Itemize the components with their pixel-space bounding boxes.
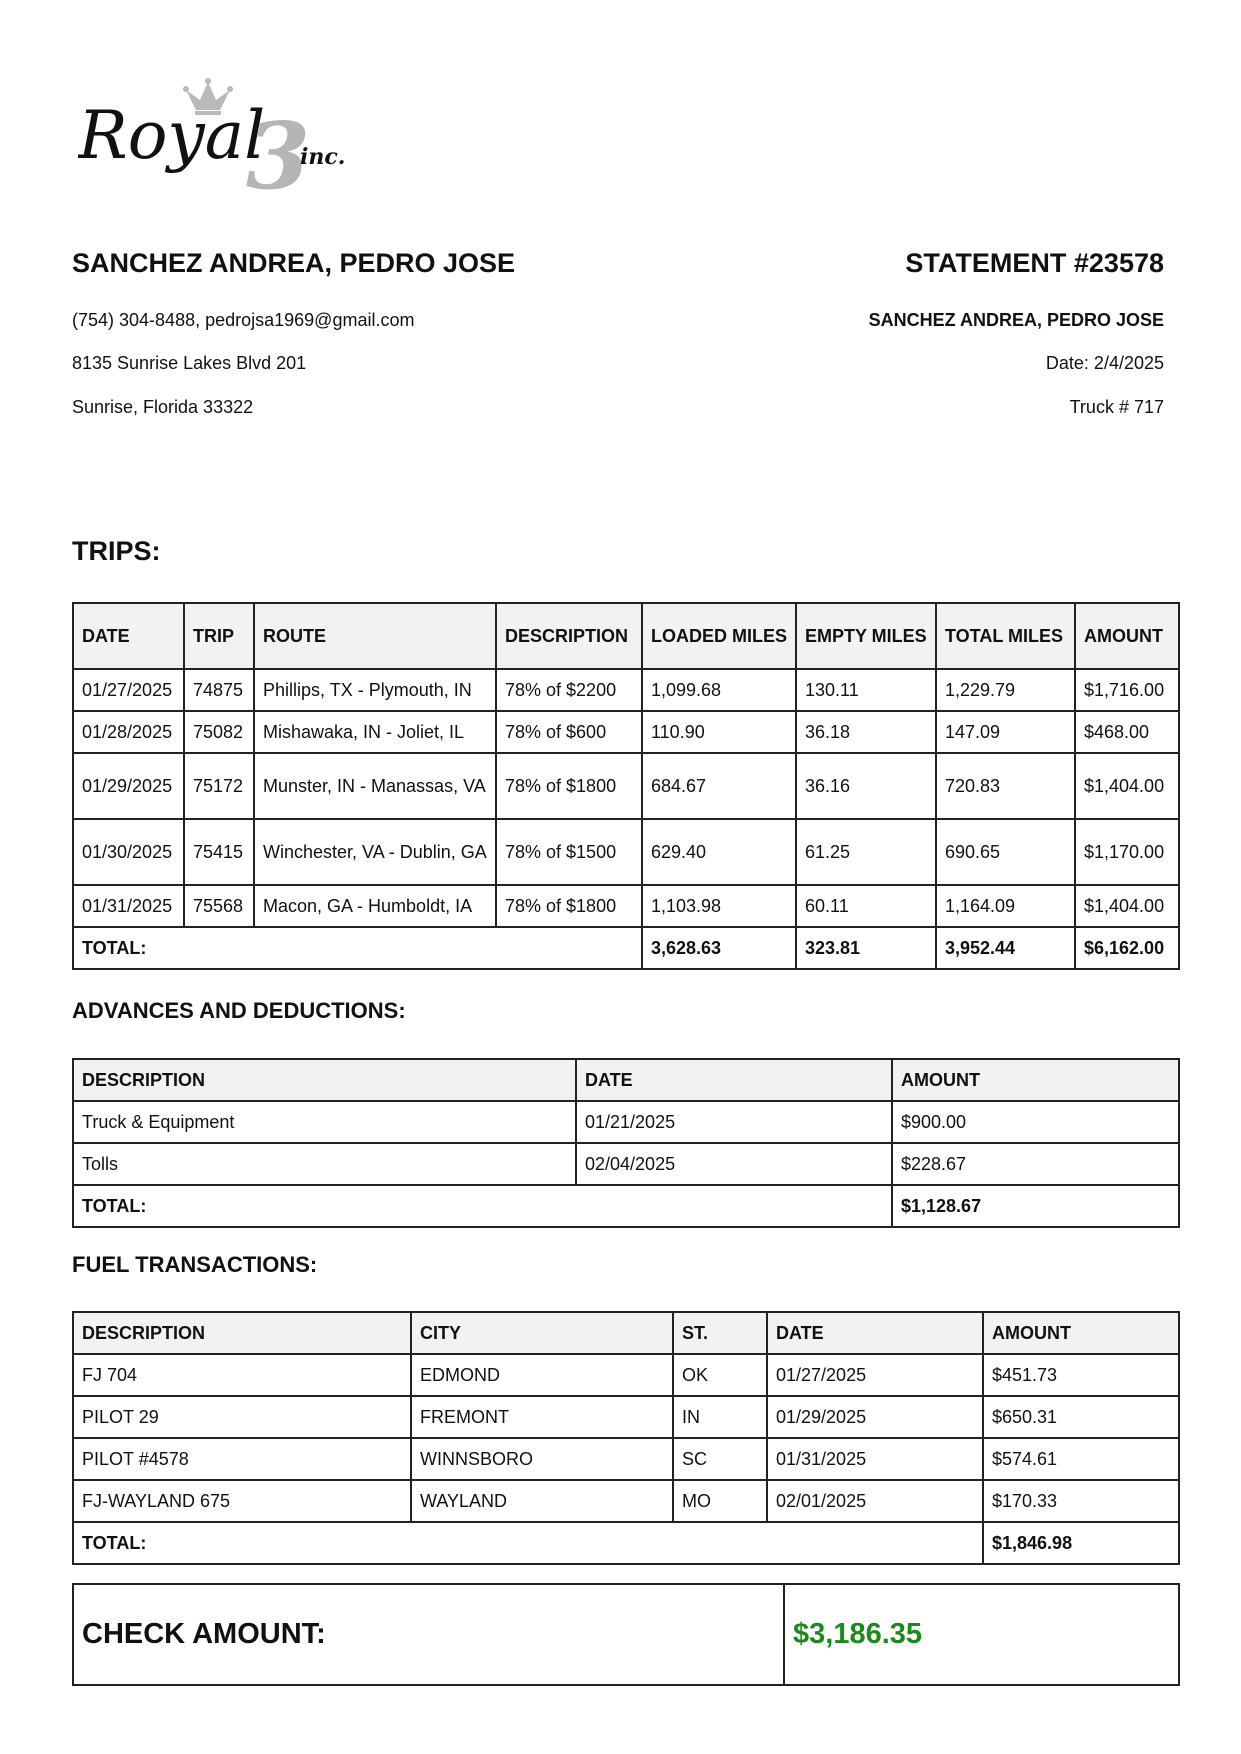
cell-amount: $1,170.00 <box>1075 819 1179 885</box>
royal3-logo-graphic <box>78 78 388 193</box>
trips-table <box>72 602 1180 970</box>
total-empty-miles: 323.81 <box>796 927 936 969</box>
cell-trip: 75568 <box>184 885 254 927</box>
col-header-description: DESCRIPTION <box>73 1059 576 1101</box>
total-label: TOTAL: <box>73 927 642 969</box>
col-header-city: CITY <box>411 1312 673 1354</box>
cell-date: 01/27/2025 <box>767 1354 983 1396</box>
cell-date: 01/29/2025 <box>73 753 184 819</box>
cell-description: FJ 704 <box>73 1354 411 1396</box>
cell-date: 01/28/2025 <box>73 711 184 753</box>
cell-amount: $451.73 <box>983 1354 1179 1396</box>
total-label: TOTAL: <box>73 1522 983 1564</box>
cell-amount: $228.67 <box>892 1143 1179 1185</box>
statement-title: STATEMENT #23578 <box>905 248 1164 278</box>
cell-total-miles: 690.65 <box>936 819 1075 885</box>
cell-state: MO <box>673 1480 767 1522</box>
cell-amount: $170.33 <box>983 1480 1179 1522</box>
cell-loaded-miles: 684.67 <box>642 753 796 819</box>
cell-trip: 75172 <box>184 753 254 819</box>
table-row <box>73 1101 1179 1143</box>
table-row <box>73 753 1179 819</box>
col-header-description: DESCRIPTION <box>496 603 642 669</box>
cell-description: 78% of $600 <box>496 711 642 753</box>
col-header-empty-miles: EMPTY MILES <box>796 603 936 669</box>
cell-city: WAYLAND <box>411 1480 673 1522</box>
col-header-date: DATE <box>767 1312 983 1354</box>
check-amount-label: CHECK AMOUNT: <box>73 1584 784 1685</box>
cell-route: Phillips, TX - Plymouth, IN <box>254 669 496 711</box>
logo-suffix: inc. <box>300 144 346 170</box>
cell-description: 78% of $1800 <box>496 885 642 927</box>
total-amount: $1,128.67 <box>892 1185 1179 1227</box>
col-header-description: DESCRIPTION <box>73 1312 411 1354</box>
cell-date: 02/04/2025 <box>576 1143 892 1185</box>
total-amount: $6,162.00 <box>1075 927 1179 969</box>
total-label: TOTAL: <box>73 1185 892 1227</box>
statement-date: Date: 2/4/2025 <box>1045 353 1164 373</box>
col-header-amount: AMOUNT <box>983 1312 1179 1354</box>
col-header-date: DATE <box>73 603 184 669</box>
cell-description: PILOT #4578 <box>73 1438 411 1480</box>
total-total-miles: 3,952.44 <box>936 927 1075 969</box>
cell-description: Truck & Equipment <box>73 1101 576 1143</box>
col-header-trip: TRIP <box>184 603 254 669</box>
cell-date: 01/30/2025 <box>73 819 184 885</box>
table-row <box>73 711 1179 753</box>
cell-amount: $1,716.00 <box>1075 669 1179 711</box>
table-row <box>73 669 1179 711</box>
col-header-amount: AMOUNT <box>1075 603 1179 669</box>
logo-numeral: 3 <box>246 102 311 193</box>
col-header-loaded-miles: LOADED MILES <box>642 603 796 669</box>
cell-amount: $1,404.00 <box>1075 885 1179 927</box>
driver-name-heading: SANCHEZ ANDREA, PEDRO JOSE <box>72 248 516 278</box>
cell-description: 78% of $1500 <box>496 819 642 885</box>
table-row <box>73 819 1179 885</box>
cell-description: PILOT 29 <box>73 1396 411 1438</box>
cell-empty-miles: 61.25 <box>796 819 936 885</box>
company-logo <box>78 78 388 193</box>
col-header-state: ST. <box>673 1312 767 1354</box>
statement-truck: Truck # 717 <box>1069 397 1164 417</box>
trips-total-row <box>73 927 1179 969</box>
table-row <box>73 1396 1179 1438</box>
col-header-amount: AMOUNT <box>892 1059 1179 1101</box>
cell-loaded-miles: 629.40 <box>642 819 796 885</box>
cell-total-miles: 1,164.09 <box>936 885 1075 927</box>
cell-total-miles: 147.09 <box>936 711 1075 753</box>
cell-empty-miles: 36.18 <box>796 711 936 753</box>
cell-date: 02/01/2025 <box>767 1480 983 1522</box>
cell-loaded-miles: 1,103.98 <box>642 885 796 927</box>
cell-date: 01/31/2025 <box>767 1438 983 1480</box>
cell-total-miles: 1,229.79 <box>936 669 1075 711</box>
cell-city: EDMOND <box>411 1354 673 1396</box>
cell-amount: $468.00 <box>1075 711 1179 753</box>
cell-route: Mishawaka, IN - Joliet, IL <box>254 711 496 753</box>
cell-loaded-miles: 1,099.68 <box>642 669 796 711</box>
table-row <box>73 1143 1179 1185</box>
trips-header-row <box>73 603 1179 669</box>
col-header-date: DATE <box>576 1059 892 1101</box>
cell-route: Munster, IN - Manassas, VA <box>254 753 496 819</box>
cell-city: WINNSBORO <box>411 1438 673 1480</box>
cell-amount: $650.31 <box>983 1396 1179 1438</box>
logo-wordmark: Royal <box>78 97 266 174</box>
cell-description: 78% of $2200 <box>496 669 642 711</box>
cell-trip: 75415 <box>184 819 254 885</box>
fuel-table <box>72 1311 1180 1565</box>
cell-city: FREMONT <box>411 1396 673 1438</box>
statement-payee: SANCHEZ ANDREA, PEDRO JOSE <box>868 310 1164 330</box>
cell-total-miles: 720.83 <box>936 753 1075 819</box>
cell-date: 01/29/2025 <box>767 1396 983 1438</box>
driver-address-line1: 8135 Sunrise Lakes Blvd 201 <box>72 353 307 373</box>
cell-trip: 74875 <box>184 669 254 711</box>
fuel-heading: FUEL TRANSACTIONS: <box>72 1252 318 1277</box>
cell-amount: $900.00 <box>892 1101 1179 1143</box>
cell-description: 78% of $1800 <box>496 753 642 819</box>
cell-description: FJ-WAYLAND 675 <box>73 1480 411 1522</box>
cell-empty-miles: 36.16 <box>796 753 936 819</box>
advances-total-row <box>73 1185 1179 1227</box>
cell-route: Winchester, VA - Dublin, GA <box>254 819 496 885</box>
fuel-total-row <box>73 1522 1179 1564</box>
total-loaded-miles: 3,628.63 <box>642 927 796 969</box>
cell-amount: $574.61 <box>983 1438 1179 1480</box>
check-amount-box <box>72 1583 1180 1686</box>
cell-trip: 75082 <box>184 711 254 753</box>
cell-amount: $1,404.00 <box>1075 753 1179 819</box>
table-row <box>73 885 1179 927</box>
cell-empty-miles: 130.11 <box>796 669 936 711</box>
fuel-header-row <box>73 1312 1179 1354</box>
advances-heading: ADVANCES AND DEDUCTIONS: <box>72 998 406 1023</box>
cell-date: 01/27/2025 <box>73 669 184 711</box>
driver-contact: (754) 304-8488, pedrojsa1969@gmail.com <box>72 310 415 330</box>
col-header-total-miles: TOTAL MILES <box>936 603 1075 669</box>
table-row <box>73 1480 1179 1522</box>
total-amount: $1,846.98 <box>983 1522 1179 1564</box>
cell-state: OK <box>673 1354 767 1396</box>
driver-address-line2: Sunrise, Florida 33322 <box>72 397 254 417</box>
table-row <box>73 1438 1179 1480</box>
cell-route: Macon, GA - Humboldt, IA <box>254 885 496 927</box>
table-row <box>73 1354 1179 1396</box>
col-header-route: ROUTE <box>254 603 496 669</box>
cell-loaded-miles: 110.90 <box>642 711 796 753</box>
cell-empty-miles: 60.11 <box>796 885 936 927</box>
advances-table <box>72 1058 1180 1228</box>
cell-date: 01/31/2025 <box>73 885 184 927</box>
advances-header-row <box>73 1059 1179 1101</box>
cell-state: IN <box>673 1396 767 1438</box>
cell-description: Tolls <box>73 1143 576 1185</box>
cell-date: 01/21/2025 <box>576 1101 892 1143</box>
check-amount-value: $3,186.35 <box>784 1584 1179 1685</box>
trips-heading: TRIPS: <box>72 536 161 566</box>
cell-state: SC <box>673 1438 767 1480</box>
